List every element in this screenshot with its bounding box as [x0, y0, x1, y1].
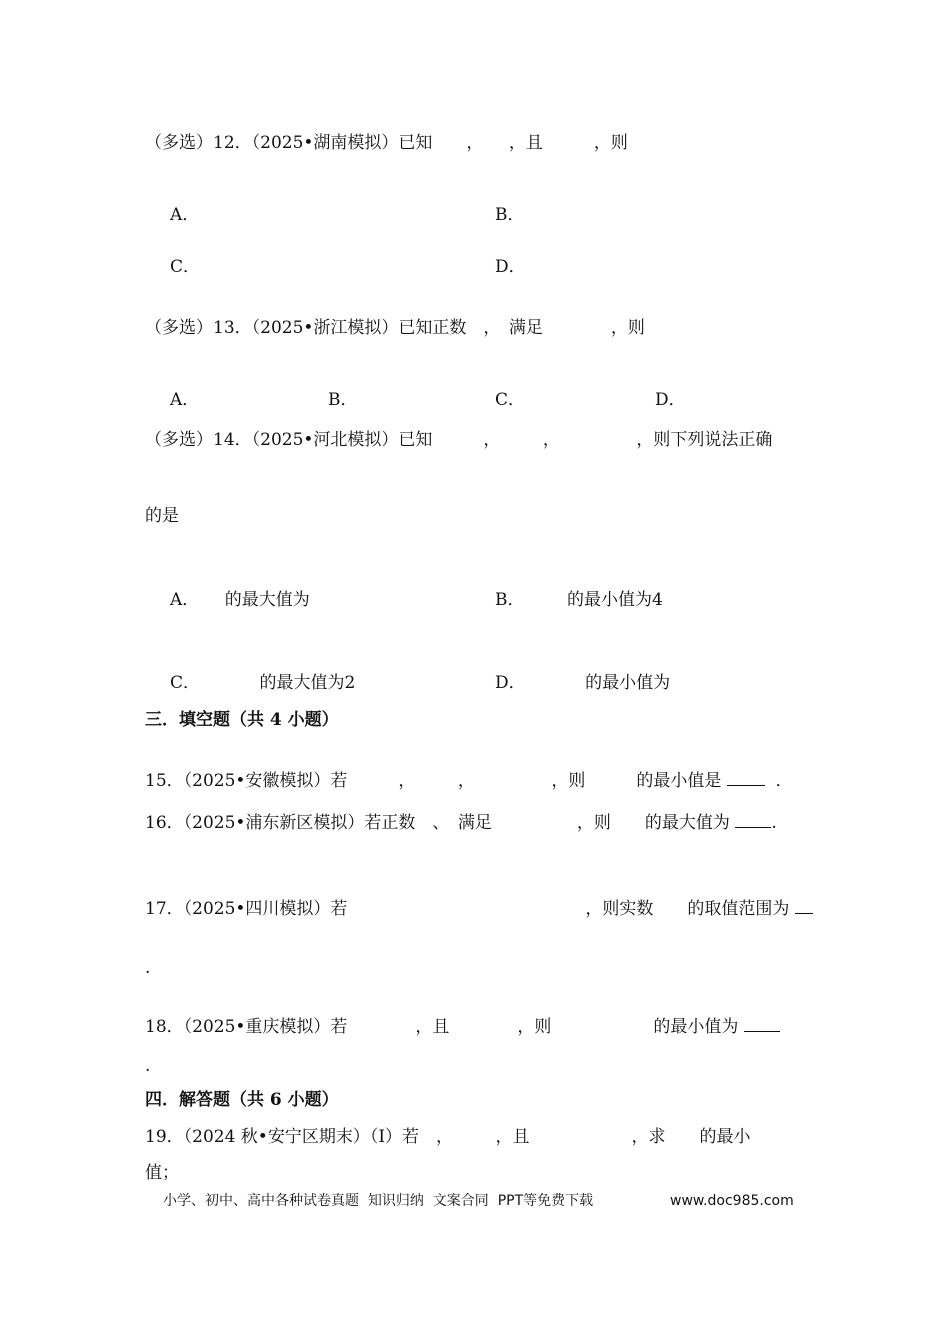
question-13-option-a: A．: [170, 390, 200, 410]
question-14-stem-line1: （多选）14．（2025•河北模拟）已知 ， ， ，则下列说法正确: [145, 430, 773, 450]
question-16-end: .: [771, 813, 777, 833]
section-fill-in-heading: 三．填空题（共 4 小题）: [145, 710, 339, 730]
question-14-stem-line2: 的是: [145, 506, 179, 526]
question-12-option-c: C．: [170, 257, 201, 277]
question-19-line2: 值；: [145, 1163, 179, 1183]
question-12-option-a: A．: [170, 205, 200, 225]
answer-blank: [744, 1016, 780, 1032]
answer-blank: [735, 812, 771, 828]
question-14-option-c: C． 的最大值为2: [170, 673, 356, 693]
question-12-stem: （多选）12．（2025•湖南模拟）已知 ， ，且 ，则: [145, 133, 628, 153]
question-14-option-b: B． 的最小值为4: [495, 590, 663, 610]
answer-blank: [727, 770, 765, 786]
question-17: [145, 898, 813, 919]
question-18: [145, 1016, 780, 1037]
question-14-option-a: A． 的最大值为: [170, 590, 310, 610]
question-19-line1: 19．（2024 秋•安宁区期末）（Ⅰ）若 ， ，且 ，求 的最小: [145, 1127, 751, 1147]
footer-website: www.doc985.com: [670, 1193, 794, 1209]
section-answer-heading: 四．解答题（共 6 小题）: [145, 1090, 339, 1110]
question-15-stem: 15．（2025•安徽模拟）若 ， ， ，则 的最小值是: [145, 771, 722, 791]
question-18-stem: 18．（2025•重庆模拟）若 ，且 ，则 的最小值为: [145, 1017, 739, 1037]
question-14-option-d: D． 的最小值为: [495, 673, 671, 693]
question-12-option-b: B．: [495, 205, 525, 225]
question-16-stem: 16．（2025•浦东新区模拟）若正数 、 满足 ，则 的最大值为: [145, 813, 730, 833]
question-18-end: .: [145, 1056, 151, 1076]
answer-blank: [795, 898, 813, 914]
question-13-option-b: B．: [328, 390, 358, 410]
question-16: [145, 812, 777, 833]
question-15-end: ．: [775, 771, 793, 791]
footer-promo-text: 小学、初中、高中各种试卷真题 知识归纳 文案合同 PPT等免费下载: [163, 1193, 594, 1209]
question-13-option-d: D．: [655, 390, 686, 410]
question-13-option-c: C．: [495, 390, 526, 410]
question-17-stem: 17．（2025•四川模拟）若 ，则实数 的取值范围为: [145, 899, 790, 919]
question-12-option-d: D．: [495, 257, 526, 277]
question-13-stem: （多选）13．（2025•浙江模拟）已知正数 ， 满足 ，则: [145, 318, 645, 338]
question-15: [145, 770, 793, 791]
question-17-end: .: [145, 958, 151, 978]
